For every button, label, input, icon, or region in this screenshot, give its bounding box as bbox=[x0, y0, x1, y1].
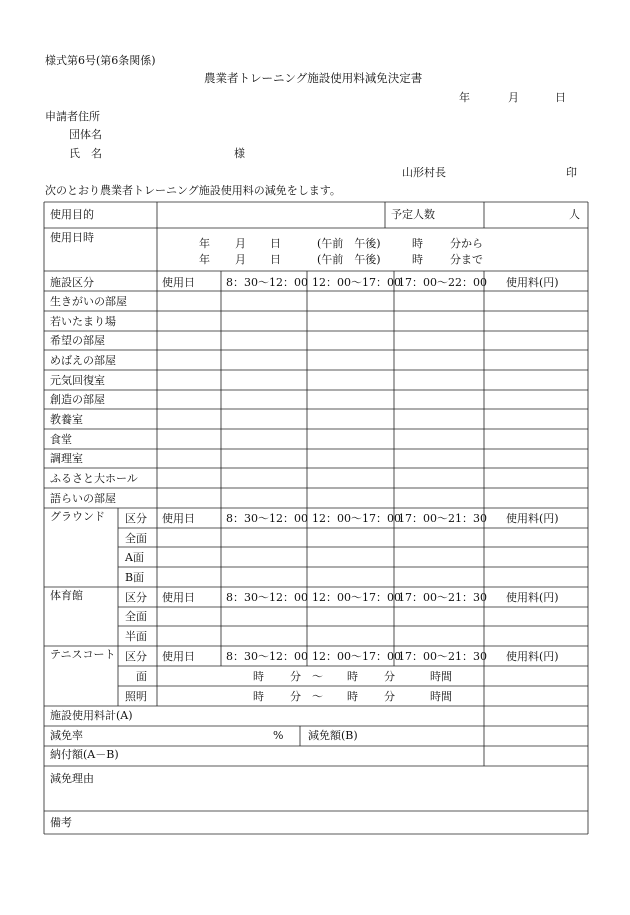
room-name: 創造の部屋 bbox=[50, 393, 105, 406]
gym-slot-night: 17：00～21：30 bbox=[398, 591, 487, 604]
tennis-court-min-to: 分 bbox=[384, 670, 395, 683]
tennis-light-hour-from: 時 bbox=[253, 690, 264, 703]
form-number: 様式第6号(第6条関係) bbox=[45, 54, 156, 67]
dt-from-year: 年 bbox=[199, 237, 210, 250]
ground-part: B面 bbox=[125, 571, 145, 584]
slot-afternoon-header: 12：00～17：00 bbox=[312, 276, 401, 289]
dt-to-day: 日 bbox=[270, 253, 281, 266]
facility-label: 施設区分 bbox=[50, 276, 94, 289]
ground-fee-header: 使用料(円) bbox=[506, 512, 559, 525]
reduction-amount-label: 減免額(B) bbox=[308, 729, 358, 742]
tennis-division-label: 区分 bbox=[125, 650, 147, 663]
tennis-slot-night: 17：00～21：30 bbox=[398, 650, 487, 663]
purpose-label: 使用目的 bbox=[50, 208, 94, 221]
room-name: 食堂 bbox=[50, 433, 72, 446]
tennis-light-min-from: 分 bbox=[290, 690, 301, 703]
gym-label: 体育館 bbox=[50, 589, 83, 602]
tennis-light-label: 照明 bbox=[125, 690, 147, 703]
room-name: 生きがいの部屋 bbox=[50, 295, 127, 308]
applicant-address-label: 申請者住所 bbox=[45, 110, 100, 123]
dt-to-suffix: 分まで bbox=[450, 253, 483, 266]
reduction-rate-label: 減免率 bbox=[50, 729, 83, 742]
date-month-label: 月 bbox=[508, 91, 519, 104]
dt-from-ampm: (午前 午後) bbox=[317, 237, 381, 250]
payment-amount-label: 納付額(A－B) bbox=[50, 748, 119, 761]
expected-people-label: 予定人数 bbox=[391, 208, 435, 221]
tennis-slot-afternoon: 12：00～17：00 bbox=[312, 650, 401, 663]
gym-slot-morning: 8：30～12：00 bbox=[226, 591, 308, 604]
gym-part: 半面 bbox=[125, 630, 147, 643]
seal-mark: 印 bbox=[566, 166, 577, 179]
ground-slot-afternoon: 12：00～17：00 bbox=[312, 512, 401, 525]
room-name: 若いたまり場 bbox=[50, 315, 116, 328]
use-day-header: 使用日 bbox=[162, 276, 195, 289]
datetime-label: 使用日時 bbox=[50, 231, 94, 244]
percent-sign: % bbox=[273, 729, 284, 742]
remarks-label: 備考 bbox=[50, 816, 72, 829]
tennis-court-tilde: ～ bbox=[312, 670, 323, 683]
ground-label: グラウンド bbox=[50, 510, 105, 523]
gym-part: 全面 bbox=[125, 610, 147, 623]
tennis-light-min-to: 分 bbox=[384, 690, 395, 703]
honorific: 様 bbox=[234, 147, 245, 160]
issuer-name: 山形村長 bbox=[402, 166, 446, 179]
room-name: めばえの部屋 bbox=[50, 354, 116, 367]
gym-fee-header: 使用料(円) bbox=[506, 591, 559, 604]
reduction-reason-label: 減免理由 bbox=[50, 772, 94, 785]
date-day-label: 日 bbox=[555, 91, 566, 104]
tennis-court-hour-from: 時 bbox=[253, 670, 264, 683]
slot-morning-header: 8：30～12：00 bbox=[226, 276, 308, 289]
tennis-court-hour-to: 時 bbox=[347, 670, 358, 683]
dt-from-suffix: 分から bbox=[450, 237, 483, 250]
tennis-fee-header: 使用料(円) bbox=[506, 650, 559, 663]
applicant-name-label: 氏 名 bbox=[69, 147, 102, 160]
intro-text: 次のとおり農業者トレーニング施設使用料の減免をします。 bbox=[45, 184, 341, 197]
ground-slot-night: 17：00～21：30 bbox=[398, 512, 487, 525]
room-name: ふるさと大ホール bbox=[50, 472, 138, 485]
room-name: 元気回復室 bbox=[50, 374, 105, 387]
tennis-slot-morning: 8：30～12：00 bbox=[226, 650, 308, 663]
fee-header: 使用料(円) bbox=[506, 276, 559, 289]
dt-from-hour: 時 bbox=[412, 237, 423, 250]
gym-slot-afternoon: 12：00～17：00 bbox=[312, 591, 401, 604]
dt-from-month: 月 bbox=[235, 237, 246, 250]
room-name: 調理室 bbox=[50, 452, 83, 465]
tennis-light-hour-to: 時 bbox=[347, 690, 358, 703]
room-name: 語らいの部屋 bbox=[50, 492, 116, 505]
ground-part: 全面 bbox=[125, 532, 147, 545]
applicant-group-label: 団体名 bbox=[69, 128, 102, 141]
dt-to-month: 月 bbox=[235, 253, 246, 266]
gym-use-day: 使用日 bbox=[162, 591, 195, 604]
room-name: 希望の部屋 bbox=[50, 334, 105, 347]
date-year-label: 年 bbox=[459, 91, 470, 104]
ground-use-day: 使用日 bbox=[162, 512, 195, 525]
dt-to-ampm: (午前 午後) bbox=[317, 253, 381, 266]
tennis-light-tilde: ～ bbox=[312, 690, 323, 703]
tennis-court-label: 面 bbox=[136, 670, 147, 683]
room-name: 教養室 bbox=[50, 413, 83, 426]
ground-division-label: 区分 bbox=[125, 512, 147, 525]
tennis-court-hours: 時間 bbox=[430, 670, 452, 683]
tennis-label: テニスコート bbox=[50, 648, 116, 661]
tennis-use-day: 使用日 bbox=[162, 650, 195, 663]
dt-from-day: 日 bbox=[270, 237, 281, 250]
tennis-court-min-from: 分 bbox=[290, 670, 301, 683]
ground-slot-morning: 8：30～12：00 bbox=[226, 512, 308, 525]
total-fee-label: 施設使用料計(A) bbox=[50, 709, 133, 722]
gym-division-label: 区分 bbox=[125, 591, 147, 604]
tennis-light-hours: 時間 bbox=[430, 690, 452, 703]
dt-to-year: 年 bbox=[199, 253, 210, 266]
dt-to-hour: 時 bbox=[412, 253, 423, 266]
document-title: 農業者トレーニング施設使用料減免決定書 bbox=[204, 71, 423, 85]
people-unit: 人 bbox=[569, 208, 580, 221]
slot-night-header: 17：00～22：00 bbox=[398, 276, 487, 289]
ground-part: A面 bbox=[125, 551, 144, 564]
